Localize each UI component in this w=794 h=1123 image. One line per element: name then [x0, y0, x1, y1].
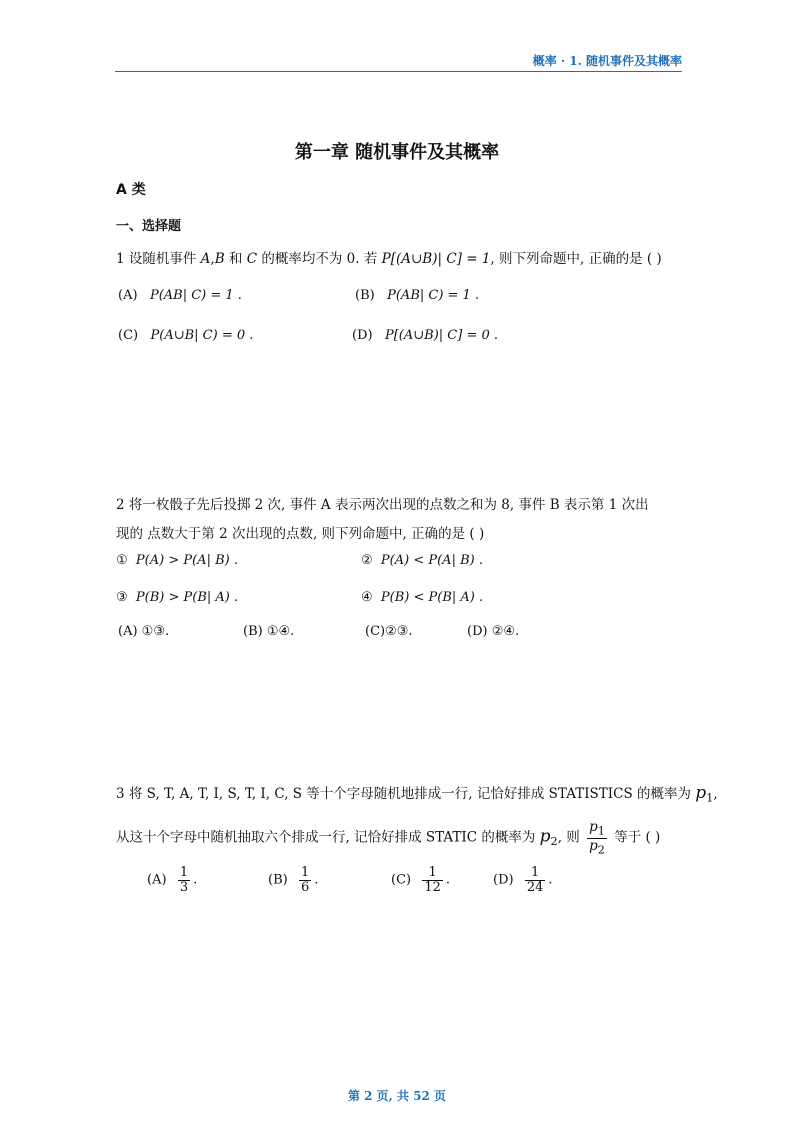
question-2-statement-1: ① P(A) > P(A| B) .: [116, 553, 238, 568]
question-2-choice-c: (C)②③.: [365, 624, 413, 639]
subsection-heading: 一、选择题: [116, 219, 182, 234]
question-2-statement-4: ④ P(B) < P(B| A) .: [361, 590, 484, 605]
question-1-option-c: (C) P(A∪B| C) = 0 .: [118, 328, 254, 343]
question-1-option-b: (B) P(AB| C) = 1 .: [355, 288, 480, 303]
page-number: 第 2 页, 共 52 页: [347, 1089, 447, 1103]
question-3-option-a: (A) $\frac{1}{3}$ .: [147, 865, 198, 895]
question-1-option-a: (A) P(AB| C) = 1 .: [118, 288, 242, 303]
question-3-option-b: (B) $\frac{1}{6}$ .: [268, 865, 319, 895]
question-1-stem: 1 设随机事件 A,B 和 C 的概率均不为 0. 若 P[(A∪B)| C] = 1, 则下列命题中, 正确的是 ( ): [116, 251, 662, 267]
question-2-stem-line-1: 2 将一枚骰子先后投掷 2 次, 事件 A 表示两次出现的点数之和为 8, 事件 B 表示第 1 次出: [116, 497, 649, 513]
question-2-statement-3: ③ P(B) > P(B| A) .: [116, 590, 239, 605]
question-2-statement-2: ② P(A) < P(A| B) .: [361, 553, 483, 568]
question-3-ratio-fraction: $\frac{p_1}{p_2}$: [589, 819, 605, 857]
question-3-stem-line-2: 从这十个字母中随机抽取六个排成一行, 记恰好排成 STATIC 的概率为 $p_2$, 则 $\frac{p_1}{p_2}$ 等于 ( ): [116, 819, 661, 857]
section-heading: A 类: [116, 182, 146, 198]
question-1-condition: P[(A∪B)| C] = 1: [381, 251, 491, 267]
question-2-choice-a: (A) ①③.: [118, 624, 170, 639]
chapter-title: 第一章 随机事件及其概率: [294, 142, 500, 163]
question-3-option-d: (D) $\frac{1}{24}$ .: [493, 865, 553, 895]
question-2-choice-b: (B) ①④.: [243, 624, 295, 639]
question-3-option-c: (C) $\frac{1}{12}$ .: [391, 865, 451, 895]
question-3-stem-line-1: 3 将 S, T, A, T, I, S, T, I, C, S 等十个字母随机地排成一行, 记恰好排成 STATISTICS 的概率为 $p_1$,: [116, 783, 718, 805]
question-2-choice-d: (D) ②④.: [467, 624, 520, 639]
question-1-option-d: (D) P[(A∪B)| C] = 0 .: [352, 328, 499, 343]
running-head: 概率 · 1. 随机事件及其概率: [532, 54, 682, 68]
question-2-stem-line-2: 现的 点数大于第 2 次出现的点数, 则下列命题中, 正确的是 ( ): [116, 526, 485, 542]
header-rule: [115, 71, 682, 72]
